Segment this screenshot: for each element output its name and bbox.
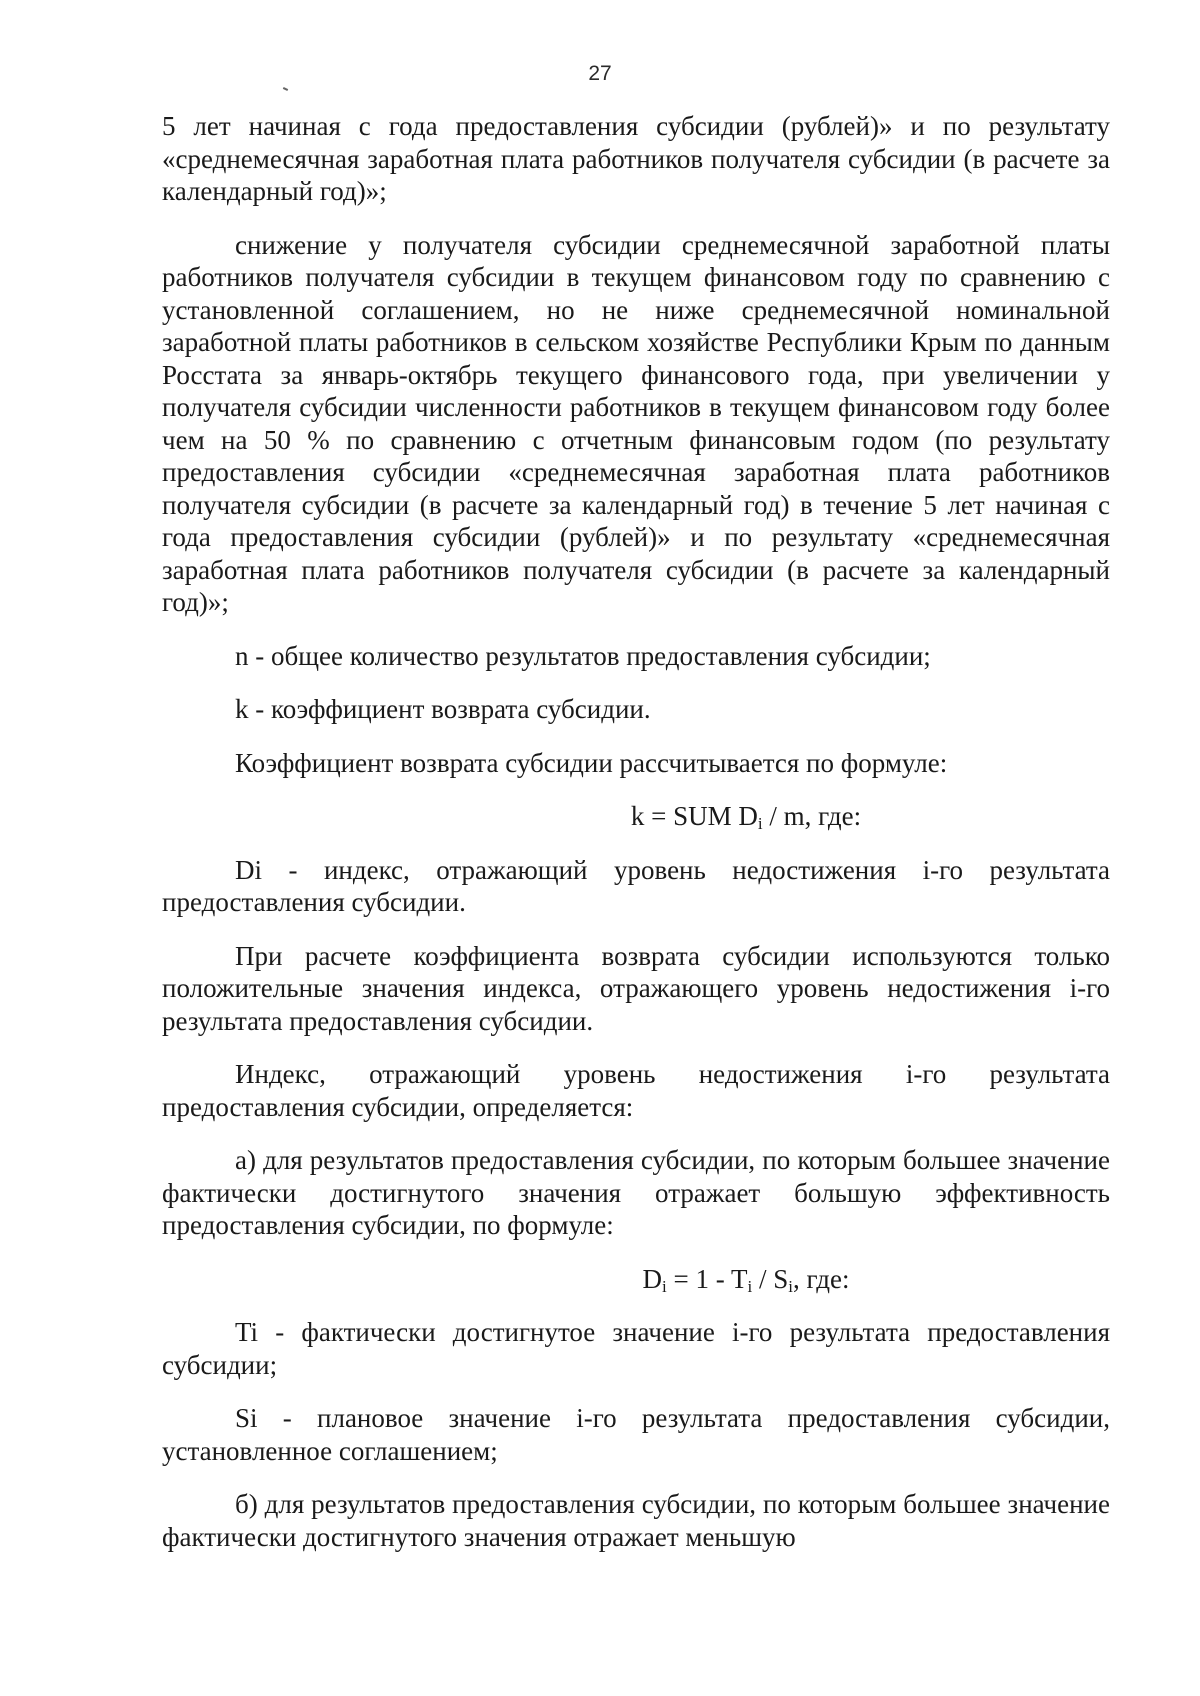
- paragraph-n-definition: n - общее количество результатов предоставления субсидии;: [235, 640, 931, 671]
- formula-di-slash: / S: [752, 1263, 789, 1294]
- paragraph-case-b: б) для результатов предоставления субсидии, по которым большее значение фактически достигнутого значения отражает меньшую: [162, 1489, 1110, 1552]
- formula-di-t-sub: i: [747, 1276, 753, 1296]
- formula-k-sub: i: [757, 814, 763, 833]
- document-body: [162, 110, 1110, 1574]
- formula-k: [162, 800, 1110, 833]
- scan-mark: [283, 87, 288, 91]
- formula-di-s-sub: i: [788, 1276, 793, 1296]
- formula-di-d: D: [642, 1263, 663, 1294]
- paragraph-ti-definition: Ti - фактически достигнутое значение i-го результата предоставления субсидии;: [162, 1317, 1110, 1380]
- page-number: 27: [588, 62, 612, 85]
- paragraph-di-definition: Di - индекс, отражающий уровень недостижения i-го результата предоставления субсидии.: [162, 854, 1110, 917]
- formula-di-end: , где:: [793, 1263, 850, 1294]
- paragraph-salary-decrease: снижение у получателя субсидии среднемесячной заработной платы работников получателя субсидии в текущем финансовом году по сравнению с установленной соглашением, но не ниже среднемесячной номинальной заработной платы работников в сельском хозяйстве Республики Крым по данным Росстата за январь-октябрь текущего финансового года, при увеличении у получателя субсидии численности работников в текущем финансовом году более чем на 50 % по сравнению с отчетным финансовым годом (по результату предоставления субсидии «среднемесячная заработная плата работников получателя субсидии (в расчете за календарный год) в течение 5 лет начиная с года предоставления субсидии (рублей)» и по результату «среднемесячная заработная плата работников получателя субсидии (в расчете за календарный год)»;: [162, 229, 1110, 617]
- formula-di: [162, 1263, 1110, 1296]
- formula-k-part1: k = SUM D: [630, 801, 758, 831]
- paragraph-k-definition: k - коэффициент возврата субсидии.: [235, 694, 651, 724]
- paragraph-continuation: 5 лет начиная с года предоставления субсидии (рублей)» и по результату «среднемесячная заработная плата работников получателя субсидии (в расчете за календарный год)»;: [162, 111, 1110, 206]
- paragraph-index-determined: Индекс, отражающий уровень недостижения i-го результата предоставления субсидии, определяется:: [162, 1059, 1110, 1122]
- paragraph-case-a: а) для результатов предоставления субсидии, по которым большее значение фактически достигнутого значения отражает большую эффективность предоставления субсидии, по формуле:: [162, 1145, 1110, 1240]
- formula-k-part2: / m, где:: [762, 801, 862, 831]
- paragraph-formula-intro: Коэффициент возврата субсидии рассчитывается по формуле:: [235, 747, 948, 778]
- formula-di-d-sub: i: [662, 1276, 667, 1296]
- paragraph-positive-values: При расчете коэффициента возврата субсидии используются только положительные значения индекса, отражающего уровень недостижения i-го результата предоставления субсидии.: [162, 940, 1110, 1036]
- formula-di-mid: = 1 - T: [666, 1263, 748, 1294]
- paragraph-si-definition: Si - плановое значение i-го результата предоставления субсидии, установленное соглашением;: [162, 1403, 1110, 1466]
